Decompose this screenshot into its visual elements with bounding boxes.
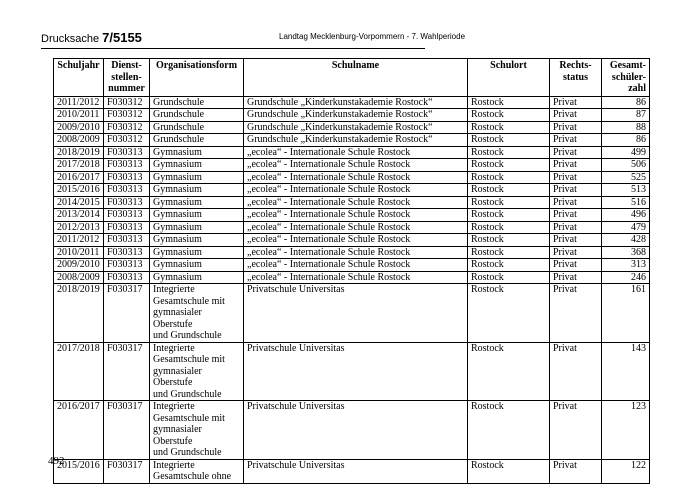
cell-year: 2009/2010: [54, 121, 104, 134]
cell-school: Grundschule „Kinderkunstakademie Rostock“: [244, 96, 468, 109]
cell-office: F030317: [104, 401, 150, 460]
col-header-school-name: Schulname: [244, 59, 468, 97]
cell-legal: Privat: [550, 159, 602, 172]
cell-legal: Privat: [550, 146, 602, 159]
cell-location: Rostock: [468, 159, 550, 172]
cell-total: 479: [602, 221, 650, 234]
cell-org: [150, 259, 244, 272]
cell-school: Grundschule „Kinderkunstakademie Rostock“: [244, 121, 468, 134]
cell-legal: Privat: [550, 134, 602, 147]
table-row: [54, 121, 650, 134]
cell-office: F030313: [104, 221, 150, 234]
org-line: gymnasialer Oberstufe: [153, 365, 202, 388]
cell-total: 88: [602, 121, 650, 134]
cell-total: 525: [602, 171, 650, 184]
table-row: [54, 171, 650, 184]
org-line: Gesamtschule ohne: [153, 471, 232, 482]
cell-office: F030317: [104, 284, 150, 343]
org-line: gymnasialer Oberstufe: [153, 424, 202, 447]
cell-office: F030317: [104, 459, 150, 483]
cell-location: Rostock: [468, 234, 550, 247]
cell-year: 2008/2009: [54, 134, 104, 147]
cell-location: Rostock: [468, 184, 550, 197]
org-line: Gymnasium: [153, 221, 202, 233]
cell-legal: Privat: [550, 96, 602, 109]
table-header-row: [54, 59, 650, 97]
table-row: [54, 109, 650, 122]
cell-org: [150, 209, 244, 222]
cell-legal: Privat: [550, 271, 602, 284]
page-number: 492: [48, 455, 65, 467]
table-row: [54, 221, 650, 234]
cell-school: „ecolea“ - Internationale Schule Rostock: [244, 271, 468, 284]
org-line: Integrierte: [153, 459, 195, 471]
org-line: Gesamtschule mit: [153, 354, 225, 365]
cell-total: 368: [602, 246, 650, 259]
cell-school: „ecolea“ - Internationale Schule Rostock: [244, 259, 468, 272]
cell-office: F030313: [104, 246, 150, 259]
cell-org: [150, 234, 244, 247]
cell-org: [150, 342, 244, 401]
org-line: Integrierte: [153, 401, 195, 412]
cell-total: 506: [602, 159, 650, 172]
org-line: Gymnasium: [153, 246, 202, 258]
cell-legal: Privat: [550, 401, 602, 460]
cell-location: Rostock: [468, 109, 550, 122]
cell-org: [150, 171, 244, 184]
cell-total: 513: [602, 184, 650, 197]
parliament-label: Landtag Mecklenburg-Vorpommern - 7. Wahlperiode: [279, 32, 466, 41]
cell-org: [150, 196, 244, 209]
cell-location: Rostock: [468, 221, 550, 234]
cell-location: Rostock: [468, 271, 550, 284]
org-line: Grundschule: [153, 109, 205, 120]
cell-legal: Privat: [550, 184, 602, 197]
cell-org: [150, 459, 244, 483]
cell-total: 246: [602, 271, 650, 284]
cell-location: Rostock: [468, 259, 550, 272]
cell-year: 2013/2014: [54, 209, 104, 222]
cell-org: [150, 159, 244, 172]
cell-total: 86: [602, 96, 650, 109]
cell-legal: Privat: [550, 109, 602, 122]
cell-school: „ecolea“ - Internationale Schule Rostock: [244, 184, 468, 197]
table-row: [54, 159, 650, 172]
cell-year: 2018/2019: [54, 146, 104, 159]
document-number-value: 7/5155: [102, 30, 142, 45]
cell-school: „ecolea“ - Internationale Schule Rostock: [244, 159, 468, 172]
cell-org: [150, 284, 244, 343]
cell-office: F030313: [104, 146, 150, 159]
cell-office: F030312: [104, 121, 150, 134]
cell-location: Rostock: [468, 171, 550, 184]
cell-total: 161: [602, 284, 650, 343]
cell-location: Rostock: [468, 401, 550, 460]
cell-office: F030313: [104, 209, 150, 222]
cell-org: [150, 121, 244, 134]
cell-org: [150, 109, 244, 122]
cell-org: [150, 401, 244, 460]
cell-org: [150, 246, 244, 259]
document-number: [41, 30, 142, 45]
org-line: Gymnasium: [153, 271, 202, 283]
cell-legal: Privat: [550, 209, 602, 222]
document-prefix: Drucksache: [41, 33, 103, 45]
cell-year: 2011/2012: [54, 234, 104, 247]
cell-office: F030312: [104, 96, 150, 109]
cell-office: F030317: [104, 342, 150, 401]
table-row: [54, 284, 650, 343]
org-line: gymnasialer Oberstufe: [153, 307, 202, 330]
org-line: Gesamtschule mit: [153, 295, 225, 307]
table-row: [54, 246, 650, 259]
cell-year: 2015/2016: [54, 184, 104, 197]
org-line: Grundschule: [153, 134, 205, 145]
cell-location: Rostock: [468, 134, 550, 147]
org-line: Gymnasium: [153, 234, 202, 245]
org-line: und Grundschule: [153, 447, 222, 458]
cell-school: „ecolea“ - Internationale Schule Rostock: [244, 171, 468, 184]
cell-school: „ecolea“ - Internationale Schule Rostock: [244, 246, 468, 259]
cell-year: 2017/2018: [54, 342, 104, 401]
table-row: [54, 196, 650, 209]
cell-office: F030313: [104, 271, 150, 284]
org-line: Gymnasium: [153, 184, 202, 195]
col-header-legal-status: Rechts- status: [550, 59, 602, 97]
cell-school: „ecolea“ - Internationale Schule Rostock: [244, 196, 468, 209]
cell-year: 2011/2012: [54, 96, 104, 109]
cell-org: [150, 221, 244, 234]
table-row: [54, 146, 650, 159]
cell-total: 428: [602, 234, 650, 247]
cell-year: 2016/2017: [54, 171, 104, 184]
cell-office: F030313: [104, 184, 150, 197]
cell-total: 516: [602, 196, 650, 209]
table-row: [54, 459, 650, 483]
table-row: [54, 401, 650, 460]
cell-year: 2014/2015: [54, 196, 104, 209]
org-line: Integrierte: [153, 284, 195, 295]
cell-org: [150, 184, 244, 197]
schools-table: [53, 58, 650, 484]
cell-year: 2010/2011: [54, 109, 104, 122]
cell-school: Privatschule Universitas: [244, 284, 468, 343]
org-line: Gymnasium: [153, 159, 202, 170]
col-header-year: Schuljahr: [54, 59, 104, 97]
table-row: [54, 184, 650, 197]
cell-legal: Privat: [550, 284, 602, 343]
cell-school: „ecolea“ - Internationale Schule Rostock: [244, 209, 468, 222]
cell-year: 2015/2016: [54, 459, 104, 483]
cell-school: „ecolea“ - Internationale Schule Rostock: [244, 221, 468, 234]
cell-year: 2017/2018: [54, 159, 104, 172]
cell-org: [150, 134, 244, 147]
org-line: Gymnasium: [153, 209, 202, 220]
cell-year: 2018/2019: [54, 284, 104, 343]
org-line: Grundschule: [153, 96, 205, 108]
cell-location: Rostock: [468, 96, 550, 109]
cell-school: „ecolea“ - Internationale Schule Rostock: [244, 146, 468, 159]
cell-office: F030313: [104, 259, 150, 272]
cell-school: Grundschule „Kinderkunstakademie Rostock“: [244, 134, 468, 147]
org-line: Gymnasium: [153, 146, 202, 158]
cell-office: F030313: [104, 171, 150, 184]
cell-legal: Privat: [550, 221, 602, 234]
cell-year: 2008/2009: [54, 271, 104, 284]
table-row: [54, 271, 650, 284]
cell-office: F030312: [104, 134, 150, 147]
col-header-total-students: Gesamt- schüler- zahl: [602, 59, 650, 97]
cell-office: F030313: [104, 234, 150, 247]
cell-location: Rostock: [468, 342, 550, 401]
table-row: [54, 234, 650, 247]
cell-total: 499: [602, 146, 650, 159]
org-line: Gymnasium: [153, 171, 202, 183]
cell-location: Rostock: [468, 146, 550, 159]
cell-org: [150, 271, 244, 284]
col-header-location: Schulort: [468, 59, 550, 97]
cell-school: Grundschule „Kinderkunstakademie Rostock“: [244, 109, 468, 122]
table-row: [54, 209, 650, 222]
org-line: Gesamtschule mit: [153, 412, 225, 424]
table-row: [54, 134, 650, 147]
cell-school: „ecolea“ - Internationale Schule Rostock: [244, 234, 468, 247]
cell-total: 143: [602, 342, 650, 401]
cell-legal: Privat: [550, 121, 602, 134]
cell-location: Rostock: [468, 459, 550, 483]
cell-year: 2010/2011: [54, 246, 104, 259]
org-line: und Grundschule: [153, 388, 222, 400]
cell-legal: Privat: [550, 171, 602, 184]
cell-location: Rostock: [468, 209, 550, 222]
cell-legal: Privat: [550, 259, 602, 272]
cell-office: F030312: [104, 109, 150, 122]
org-line: Gymnasium: [153, 259, 202, 270]
cell-legal: Privat: [550, 234, 602, 247]
cell-legal: Privat: [550, 342, 602, 401]
cell-legal: Privat: [550, 246, 602, 259]
cell-total: 123: [602, 401, 650, 460]
cell-total: 313: [602, 259, 650, 272]
cell-school: Privatschule Universitas: [244, 459, 468, 483]
table-row: [54, 342, 650, 401]
cell-school: Privatschule Universitas: [244, 342, 468, 401]
cell-location: Rostock: [468, 121, 550, 134]
table-row: [54, 96, 650, 109]
org-line: und Grundschule: [153, 330, 222, 341]
cell-office: F030313: [104, 159, 150, 172]
cell-school: Privatschule Universitas: [244, 401, 468, 460]
cell-org: [150, 96, 244, 109]
cell-legal: Privat: [550, 459, 602, 483]
org-line: Integrierte: [153, 342, 195, 354]
table-row: [54, 259, 650, 272]
table-body: [54, 96, 650, 483]
cell-location: Rostock: [468, 246, 550, 259]
cell-total: 122: [602, 459, 650, 483]
col-header-organization-form: Organisationsform: [150, 59, 244, 97]
header-rule: [41, 48, 425, 49]
org-line: Grundschule: [153, 121, 205, 133]
col-header-office-number: Dienst- stellen- nummer: [104, 59, 150, 97]
cell-org: [150, 146, 244, 159]
cell-location: Rostock: [468, 284, 550, 343]
cell-location: Rostock: [468, 196, 550, 209]
cell-legal: Privat: [550, 196, 602, 209]
cell-year: 2016/2017: [54, 401, 104, 460]
cell-office: F030313: [104, 196, 150, 209]
org-line: Gymnasium: [153, 196, 202, 208]
cell-year: 2012/2013: [54, 221, 104, 234]
cell-total: 496: [602, 209, 650, 222]
cell-total: 87: [602, 109, 650, 122]
cell-total: 86: [602, 134, 650, 147]
cell-year: 2009/2010: [54, 259, 104, 272]
